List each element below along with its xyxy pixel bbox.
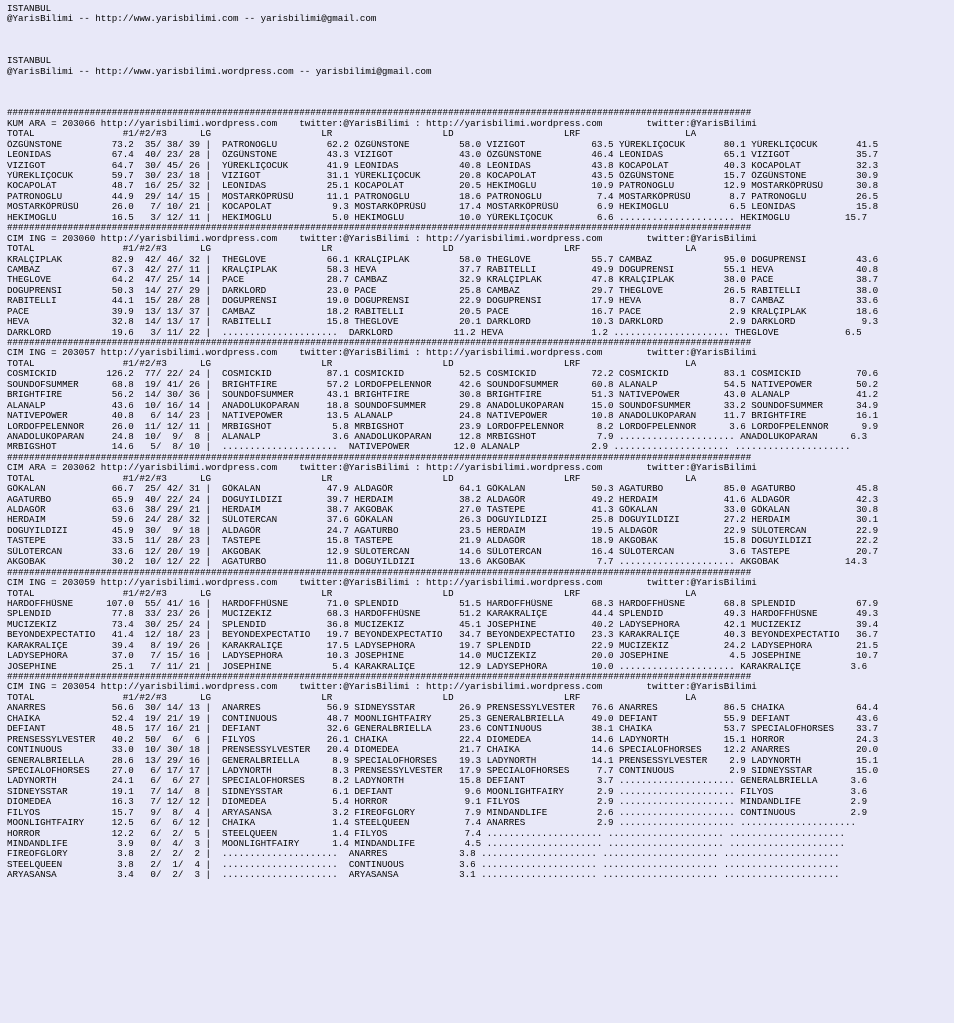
table-row: DIOMEDEA 16.3 7/ 12/ 12 | DIOMEDEA 5.4 HORROR 9.1 FILYOS 2.9 ..................... MINDANDLIFE 2.9 (7, 797, 868, 808)
table-row: DEFIANT 48.5 17/ 16/ 21 | DEFIANT 32.6 GENERALBRIELLA 23.6 CONTINUOUS 38.1 CHAIKA 53.7 SPECIALOFHORSES 33.7 (7, 724, 879, 735)
table-row: SPLENDID 77.8 33/ 23/ 26 | MUCIZEKIZ 68.3 HARDOFFHÜSNE 51.2 KARAKRALIÇE 44.4 SPLENDID 49.3 HARDOFFHÜSNE 49.3 (7, 609, 879, 620)
table-row: JOSEPHINE 25.1 7/ 11/ 21 | JOSEPHINE 5.4 KARAKRALIÇE 12.9 LADYSEPHORA 10.0 ..................... KARAKRALIÇE 3.6 (7, 661, 868, 672)
table-row: MOONLIGHTFAIRY 12.5 6/ 6/ 12 | CHAIKA 1.4 STEELQUEEN 7.4 ANARRES 2.9 ..................... ..................... (7, 818, 857, 829)
table-row: KOCAPOLAT 48.7 16/ 25/ 32 | LEONIDAS 25.1 KOCAPOLAT 20.5 HEKIMOGLU 10.9 PATRONOGLU 12.9 MOSTARKÖPRÜSÜ 30.8 (7, 181, 879, 192)
table-row: AGATURBO 65.9 40/ 22/ 24 | DOGUYILDIZI 39.7 HERDAIM 38.2 ALDAGÖR 49.2 HERDAIM 41.6 ALDAGÖR 42.3 (7, 494, 879, 505)
header-line (7, 77, 953, 87)
table-row: HORROR 12.2 6/ 2/ 5 | STEELQUEEN 1.4 FILYOS 7.4 ..................... ..................... ..................... (7, 828, 846, 839)
table-row: SIDNEYSSTAR 19.1 7/ 14/ 8 | SIDNEYSSTAR 6.1 DEFIANT 9.6 MOONLIGHTFAIRY 2.9 ..................... FILYOS 3.6 (7, 786, 868, 797)
table-row: CONTINUOUS 33.0 10/ 30/ 18 | PRENSESSYLVESTER 20.4 DIOMEDEA 21.7 CHAIKA 14.6 SPECIALOFHORSES 12.2 ANARRES 20.0 (7, 745, 879, 756)
table-row: ALDAGÖR 63.6 38/ 29/ 21 | HERDAIM 38.7 AKGOBAK 27.0 TASTEPE 41.3 GÖKALAN 33.0 GÖKALAN 30.8 (7, 505, 879, 515)
table-row: MRBIGSHOT 14.6 5/ 8/ 10 | ..................... NATIVEPOWER 12.0 ALANALP 2.9 ..................... ..................... (7, 442, 851, 453)
header-line: ISTANBUL (7, 56, 52, 67)
table-row: ANARRES 56.6 30/ 14/ 13 | ANARRES 56.9 SIDNEYSSTAR 26.9 PRENSESSYLVESTER 76.6 ANARRES 86.5 CHAIKA 64.4 (7, 703, 879, 714)
table-row: HARDOFFHÜSNE 107.0 55/ 41/ 16 | HARDOFFHÜSNE 71.0 SPLENDID 51.5 HARDOFFHÜSNE 68.3 HARDOFFHÜSNE 68.8 SPLENDID 67.9 (7, 598, 879, 609)
table-row: ANADOLUKOPARAN 24.8 10/ 9/ 8 | ALANALP 3.6 ANADOLUKOPARAN 12.8 MRBIGSHOT 7.9 ..................... ANADOLUKOPARAN 6.3 (7, 431, 868, 442)
separator-line: ####################################################################################################################################### (7, 452, 752, 463)
table-row: HERDAIM 59.6 24/ 28/ 32 | SÜLOTERCAN 37.6 GÖKALAN 26.3 DOGUYILDIZI 25.8 DOGUYILDIZI 27.2 HERDAIM 30.1 (7, 515, 879, 526)
table-row: KRALÇIPLAK 82.9 42/ 46/ 32 | THEGLOVE 66.1 KRALÇIPLAK 58.0 THEGLOVE 55.7 CAMBAZ 95.0 DOGUPRENSI 43.6 (7, 254, 879, 265)
table-row: THEGLOVE 64.2 47/ 25/ 14 | PACE 28.7 CAMBAZ 32.9 KRALÇIPLAK 47.8 KRALÇIPLAK 38.0 PACE 38.7 (7, 275, 879, 286)
table-row: LORDOFPELENNOR 26.0 11/ 12/ 11 | MRBIGSHOT 5.8 MRBIGSHOT 23.9 LORDOFPELENNOR 8.2 LORDOFPELENNOR 3.6 LORDOFPELENNOR 9.9 (7, 421, 879, 432)
race-title: CIM ING = 203057 http://yarisbilimi.wordpress.com twitter:@YarisBilimi : http://yarisbilimi.wordpress.com twitter:@YarisBilimi (7, 348, 757, 359)
table-row: ARYASANSA 3.4 0/ 2/ 3 | ..................... ARYASANSA 3.1 ..................... ..................... ..................... (7, 870, 840, 881)
table-row: PATRONOGLU 44.9 29/ 14/ 15 | MOSTARKÖPRÜSÜ 11.1 PATRONOGLU 18.6 PATRONOGLU 7.4 MOSTARKÖPRÜSÜ 8.7 PATRONOGLU 26.5 (7, 191, 879, 202)
table-row: STEELQUEEN 3.8 2/ 1/ 4 | ..................... CONTINUOUS 3.6 ..................... ..................... ..................... (7, 859, 840, 870)
table-row: FIREOFGLORY 3.8 2/ 2/ 2 | ..................... ANARRES 3.8 ..................... ..................... ..................... (7, 849, 840, 860)
column-header: TOTAL #1/#2/#3 LG LR LD LRF LA (7, 244, 697, 255)
separator-line: ####################################################################################################################################### (7, 672, 752, 682)
race-title: CIM ARA = 203062 http://yarisbilimi.wordpress.com twitter:@YarisBilimi : http://yarisbilimi.wordpress.com twitter:@YarisBilimi (7, 463, 757, 474)
table-row: SÜLOTERCAN 33.6 12/ 20/ 19 | AKGOBAK 12.9 SÜLOTERCAN 14.6 SÜLOTERCAN 16.4 SÜLOTERCAN 3.6 TASTEPE 20.7 (7, 546, 879, 557)
table-row: HEKIMOGLU 16.5 3/ 12/ 11 | HEKIMOGLU 5.0 HEKIMOGLU 10.0 YÜREKLIÇOCUK 6.6 ..................... HEKIMOGLU 15.7 (7, 212, 868, 223)
table-row: LADYSEPHORA 37.0 7/ 15/ 16 | LADYSEPHORA 10.3 JOSEPHINE 14.0 MUCIZEKIZ 20.0 JOSEPHINE 4.5 JOSEPHINE 10.7 (7, 651, 879, 662)
table-row: HEVA 32.8 14/ 13/ 17 | RABITELLI 15.8 THEGLOVE 20.1 DARKLORD 10.3 DARKLORD 2.9 DARKLORD 9.3 (7, 317, 879, 328)
race-title: CIM ING = 203060 http://yarisbilimi.wordpress.com twitter:@YarisBilimi : http://yarisbilimi.wordpress.com twitter:@YarisBilimi (7, 233, 757, 244)
table-row: GÖKALAN 66.7 25/ 42/ 31 | GÖKALAN 47.9 ALDAGÖR 64.1 GÖKALAN 50.3 AGATURBO 85.0 AGATURBO 45.8 (7, 484, 879, 495)
table-row: DOGUYILDIZI 45.9 30/ 9/ 18 | ALDAGÖR 24.7 AGATURBO 23.5 HERDAIM 19.5 ALDAGÖR 22.9 SÜLOTERCAN 22.9 (7, 525, 879, 536)
header-line: @YarisBilimi -- http://www.yarisbilimi.wordpress.com -- yarisbilimi@gmail.com (7, 66, 432, 77)
table-row: FILYOS 15.7 9/ 8/ 4 | ARYASANSA 3.2 FIREOFGLORY 7.9 MINDANDLIFE 2.6 ..................... CONTINUOUS 2.9 (7, 807, 868, 818)
table-row: DARKLORD 19.6 3/ 11/ 22 | ..................... DARKLORD 11.2 HEVA 1.2 ..................... THEGLOVE 6.5 (7, 327, 862, 338)
header-line (7, 25, 953, 35)
header-line (7, 98, 953, 108)
table-row: MUCIZEKIZ 73.4 30/ 25/ 24 | SPLENDID 36.8 MUCIZEKIZ 45.1 JOSEPHINE 40.2 LADYSEPHORA 42.1 MUCIZEKIZ 39.4 (7, 619, 879, 630)
race-title: CIM ING = 203059 http://yarisbilimi.wordpress.com twitter:@YarisBilimi : http://yarisbilimi.wordpress.com twitter:@YarisBilimi (7, 578, 757, 589)
header-line (7, 88, 953, 98)
header-line (7, 46, 953, 56)
column-header: TOTAL #1/#2/#3 LG LR LD LRF LA (7, 129, 697, 140)
table-row: ÖZGÜNSTONE 73.2 35/ 38/ 39 | PATRONOGLU 62.2 ÖZGÜNSTONE 58.0 VIZIGOT 63.5 YÜREKLIÇOCUK 80.1 YÜREKLIÇOCUK 41.5 (7, 139, 879, 150)
table-row: KARAKRALIÇE 39.4 8/ 19/ 26 | KARAKRALIÇE 17.5 LADYSEPHORA 19.7 SPLENDID 22.9 MUCIZEKIZ 24.2 LADYSEPHORA 21.5 (7, 640, 879, 651)
table-row: RABITELLI 44.1 15/ 28/ 28 | DOGUPRENSI 19.0 DOGUPRENSI 22.9 DOGUPRENSI 17.9 HEVA 8.7 CAMBAZ 33.6 (7, 296, 879, 307)
table-row: SOUNDOFSUMMER 68.8 19/ 41/ 26 | BRIGHTFIRE 57.2 LORDOFPELENNOR 42.6 SOUNDOFSUMMER 60.8 ALANALP 54.5 NATIVEPOWER 50.2 (7, 379, 879, 390)
column-header: TOTAL #1/#2/#3 LG LR LD LRF LA (7, 588, 697, 599)
column-header: TOTAL #1/#2/#3 LG LR LD LRF LA (7, 692, 697, 703)
race-title: KUM ARA = 203066 http://yarisbilimi.wordpress.com twitter:@YarisBilimi : http://yarisbilimi.wordpress.com twitter:@YarisBilimi (7, 118, 757, 129)
table-row: YÜREKLIÇOCUK 59.7 30/ 23/ 18 | VIZIGOT 31.1 YÜREKLIÇOCUK 20.8 KOCAPOLAT 43.5 ÖZGÜNSTONE 15.7 ÖZGÜNSTONE 30.9 (7, 171, 879, 181)
separator-line: ####################################################################################################################################### (7, 338, 752, 348)
table-row: ALANALP 43.6 10/ 16/ 14 | ANADOLUKOPARAN 18.8 SOUNDOFSUMMER 29.8 ANADOLUKOPARAN 15.0 SOUNDOFSUMMER 33.2 SOUNDOFSUMMER 34.9 (7, 400, 879, 411)
separator-line: ####################################################################################################################################### (7, 567, 752, 578)
separator-line: ####################################################################################################################################### (7, 223, 752, 234)
table-row: LADYNORTH 24.1 6/ 6/ 27 | SPECIALOFHORSES 8.2 LADYNORTH 15.8 DEFIANT 3.7 ..................... GENERALBRIELLA 3.6 (7, 776, 868, 787)
table-row: LEONIDAS 67.4 40/ 23/ 28 | ÖZGÜNSTONE 43.3 VIZIGOT 43.0 ÖZGÜNSTONE 46.4 LEONIDAS 65.1 VIZIGOT 35.7 (7, 150, 879, 161)
table-row: BRIGHTFIRE 56.2 14/ 30/ 36 | SOUNDOFSUMMER 43.1 BRIGHTFIRE 30.8 BRIGHTFIRE 51.3 NATIVEPOWER 43.0 ALANALP 41.2 (7, 390, 879, 401)
table-row: DOGUPRENSI 50.3 14/ 27/ 29 | DARKLORD 23.0 PACE 25.8 CAMBAZ 29.7 THEGLOVE 26.5 RABITELLI 38.0 (7, 285, 879, 296)
header-line (7, 35, 953, 45)
race-stats-document (7, 4, 953, 881)
table-row: PACE 39.9 13/ 13/ 37 | CAMBAZ 18.2 RABITELLI 20.5 PACE 16.7 PACE 2.9 KRALÇIPLAK 18.6 (7, 306, 879, 317)
table-row: BEYONDEXPECTATIO 41.4 12/ 18/ 23 | BEYONDEXPECTATIO 19.7 BEYONDEXPECTATIO 34.7 BEYONDEXPECTATIO 23.3 KARAKRALIÇE 40.3 BEYONDEXPECTATIO 36.7 (7, 630, 879, 641)
header-line: ####################################################################################################################################### (7, 108, 752, 119)
table-row: NATIVEPOWER 40.8 6/ 14/ 23 | NATIVEPOWER 13.5 ALANALP 24.8 NATIVEPOWER 10.8 ANADOLUKOPARAN 11.7 BRIGHTFIRE 16.1 (7, 411, 879, 422)
column-header: TOTAL #1/#2/#3 LG LR LD LRF LA (7, 358, 697, 369)
table-row: VIZIGOT 64.7 30/ 45/ 26 | YÜREKLIÇOCUK 41.9 LEONIDAS 40.8 LEONIDAS 43.8 KOCAPOLAT 40.3 KOCAPOLAT 32.3 (7, 160, 879, 171)
table-row: COSMICKID 126.2 77/ 22/ 24 | COSMICKID 87.1 COSMICKID 52.5 COSMICKID 72.2 COSMICKID 83.1 COSMICKID 70.6 (7, 369, 879, 380)
table-row: AKGOBAK 30.2 10/ 12/ 22 | AGATURBO 11.8 DOGUYILDIZI 13.6 AKGOBAK 7.7 ..................... AKGOBAK 14.3 (7, 557, 868, 568)
table-row: PRENSESSYLVESTER 40.2 50/ 6/ 6 | FILYOS 26.1 CHAIKA 22.4 DIOMEDEA 14.6 LADYNORTH 15.1 HORROR 24.3 (7, 734, 879, 745)
table-row: MINDANDLIFE 3.9 0/ 4/ 3 | MOONLIGHTFAIRY 1.4 MINDANDLIFE 4.5 ..................... ..................... ..................... (7, 839, 846, 849)
column-header: TOTAL #1/#2/#3 LG LR LD LRF LA (7, 473, 697, 484)
header-line: @YarisBilimi -- http://www.yarisbilimi.com -- yarisbilimi@gmail.com (7, 14, 377, 25)
race-title: CIM ING = 203054 http://yarisbilimi.wordpress.com twitter:@YarisBilimi : http://yarisbilimi.wordpress.com twitter:@YarisBilimi (7, 682, 757, 693)
table-row: GENERALBRIELLA 28.6 13/ 29/ 16 | GENERALBRIELLA 8.9 SPECIALOFHORSES 19.3 LADYNORTH 14.1 PRENSESSYLVESTER 2.9 LADYNORTH 15.1 (7, 755, 879, 766)
header-line: ISTANBUL (7, 4, 52, 14)
table-row: CHAIKA 52.4 19/ 21/ 19 | CONTINUOUS 48.7 MOONLIGHTFAIRY 25.3 GENERALBRIELLA 49.0 DEFIANT 55.9 DEFIANT 43.6 (7, 713, 879, 724)
table-row: CAMBAZ 67.3 42/ 27/ 11 | KRALÇIPLAK 58.3 HEVA 37.7 RABITELLI 49.9 DOGUPRENSI 55.1 HEVA 40.8 (7, 264, 879, 275)
table-row: MOSTARKÖPRÜSÜ 26.0 7/ 10/ 21 | KOCAPOLAT 9.3 MOSTARKÖPRÜSÜ 17.4 MOSTARKÖPRÜSÜ 6.9 HEKIMOGLU 6.5 LEONIDAS 15.8 (7, 202, 879, 213)
table-row: TASTEPE 33.5 11/ 28/ 23 | TASTEPE 15.8 TASTEPE 21.9 ALDAGÖR 18.9 AKGOBAK 15.8 DOGUYILDIZI 22.2 (7, 536, 879, 547)
table-row: SPECIALOFHORSES 27.0 6/ 17/ 17 | LADYNORTH 8.3 PRENSESSYLVESTER 17.9 SPECIALOFHORSES 7.7 CONTINUOUS 2.9 SIDNEYSSTAR 15.0 (7, 765, 879, 776)
